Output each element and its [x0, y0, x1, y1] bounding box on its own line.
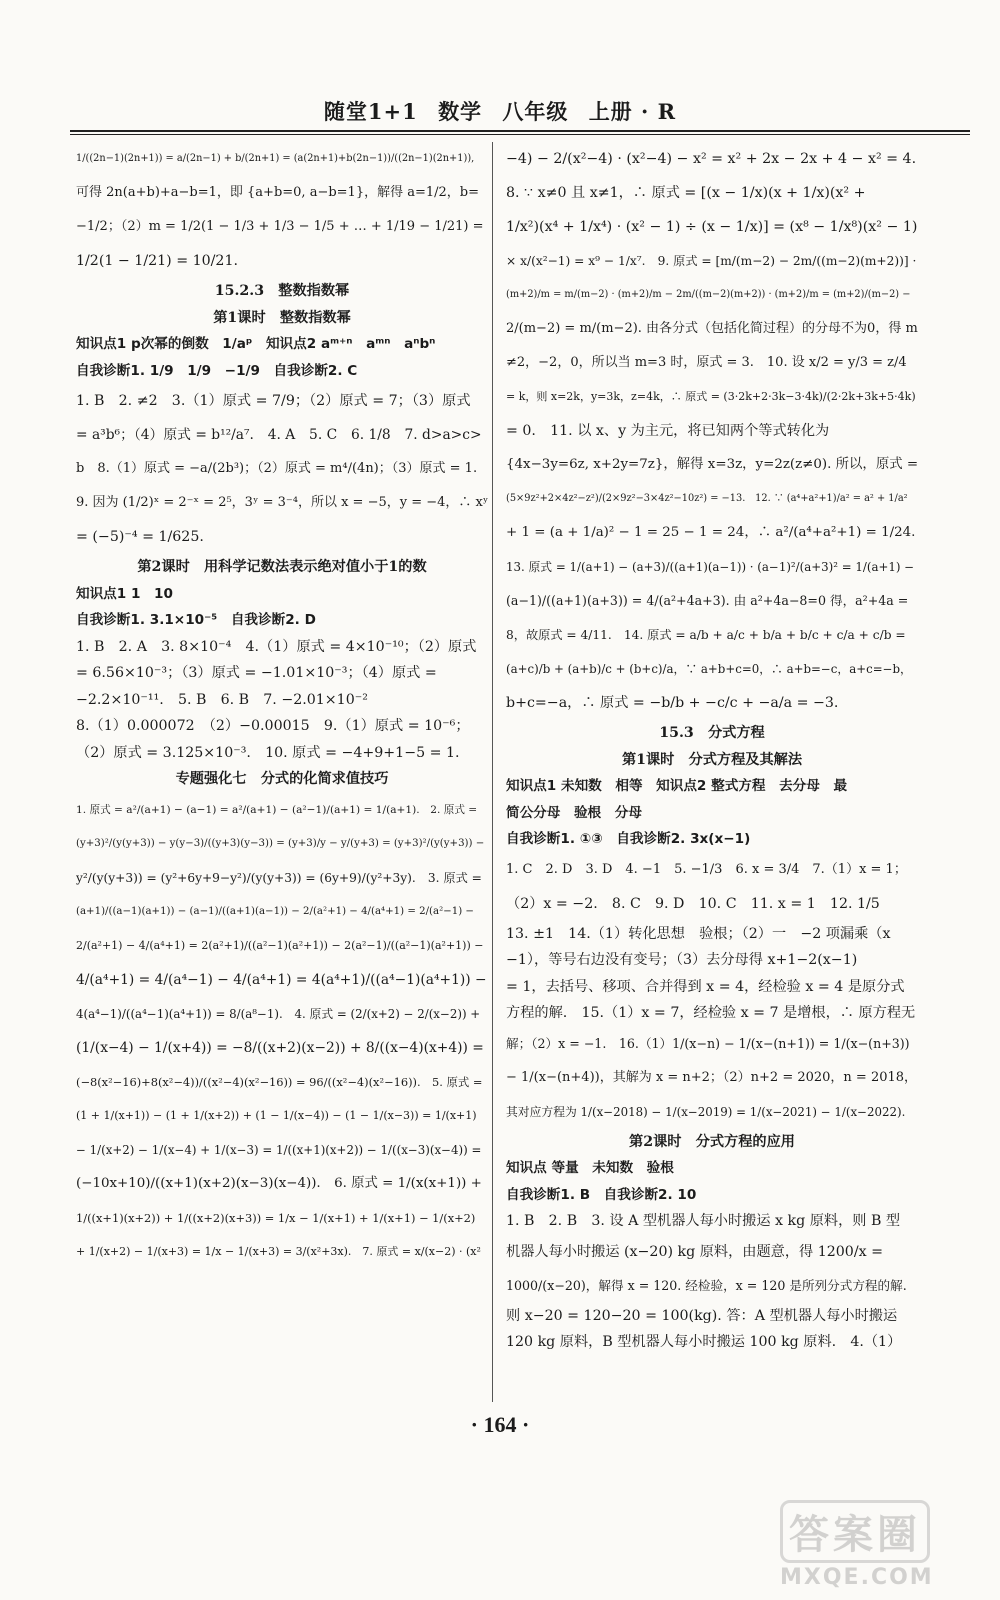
left-line: 自我诊断1. 3.1×10⁻⁵ 自我诊断2. D	[76, 612, 316, 628]
left-line: − 1/(x+2) − 1/(x−4) + 1/(x−3) = 1/((x+1)(x+2)) − 1/((x−3)(x−4)) =	[76, 1142, 482, 1157]
left-line: 知识点1 p次幂的倒数 1/aᵖ 知识点2 aᵐ⁺ⁿ aᵐⁿ aⁿbⁿ	[76, 336, 436, 352]
right-line: 方程的解. 15.（1）x = 7，经检验 x = 7 是增根，∴ 原方程无	[506, 1005, 916, 1021]
right-line: 机器人每小时搬运 (x−20) kg 原料，由题意，得 1200/x =	[506, 1243, 884, 1260]
right-line: {4x−3y=6z, x+2y=7z}，解得 x=3z，y=2z(z≠0). 所以，原式 =	[506, 457, 918, 472]
right-line: × x/(x²−1) = x⁹ − 1/x⁷. 9. 原式 = [m/(m−2) − 2m/((m−2)(m+2))] ·	[506, 254, 917, 268]
right-line: 1. B 2. B 3. 设 A 型机器人每小时搬运 x kg 原料，则 B 型	[506, 1213, 901, 1229]
left-line: = (−5)⁻⁴ = 1/625.	[76, 529, 204, 545]
right-line: 自我诊断1. B 自我诊断2. 10	[506, 1186, 697, 1203]
right-line: (a+c)/b + (a+b)/c + (b+c)/a，∵ a+b+c=0，∴ a+b=−c，a+c=−b，	[506, 662, 912, 676]
right-line: + 1 = (a + 1/a)² − 1 = 25 − 1 = 24，∴ a²/(a⁴+a²+1) = 1/24.	[506, 525, 916, 540]
right-line: = 1，去括号、移项、合并得到 x = 4，经检验 x = 4 是原分式	[506, 978, 905, 995]
right-line: 第2课时 分式方程的应用	[629, 1133, 795, 1150]
left-line: = a³b⁶；（4）原式 = b¹²/a⁷. 4. A 5. C 6. 1/8 7. d>a>c>	[76, 427, 482, 443]
left-line: −1/2；（2）m = 1/2(1 − 1/3 + 1/3 − 1/5 + … + 1/19 − 1/21) =	[76, 219, 484, 234]
right-line: 13. ±1 14.（1）转化思想 验根；（2）一 −2 项漏乘（x	[506, 925, 891, 942]
header-subject: 数学	[438, 99, 483, 124]
right-line: 1/x²)(x⁴ + 1/x⁴) · (x² − 1) ÷ (x − 1/x)] = (x⁸ − 1/x⁸)(x² − 1)	[506, 219, 918, 235]
right-line: 8，故原式 = 4/11. 14. 原式 = a/b + a/c + b/a + b/c + c/a + c/b =	[506, 628, 906, 642]
left-line: −2.2×10⁻¹¹. 5. B 6. B 7. −2.01×10⁻²	[76, 691, 368, 708]
right-column	[506, 142, 918, 1402]
column-divider	[492, 142, 493, 1402]
left-line: 第2课时 用科学记数法表示绝对值小于1的数	[137, 559, 427, 575]
right-line: (5×9z²+2×4z²−z²)/(2×9z²−3×4z²−10z²) = −13. 12. ∵ (a⁴+a²+1)/a² = a² + 1/a²	[506, 493, 908, 504]
left-line: 4(a⁴−1)/((a⁴−1)(a⁴+1)) = 8/(a⁸−1). 4. 原式 = (2/(x+2) − 2/(x−2)) +	[76, 1006, 481, 1021]
right-line: 120 kg 原料，B 型机器人每小时搬运 100 kg 原料. 4.（1）	[506, 1334, 902, 1350]
right-line: − 1/(x−(n+4))，其解为 x = n+2；（2）n+2 = 2020，n = 2018，	[506, 1069, 918, 1085]
left-line: + 1/(x+2) − 1/(x+3) = 1/x − 1/(x+3) = 3/(x²+3x). 7. 原式 = x/(x−2) · (x²	[76, 1244, 481, 1258]
right-line: 自我诊断1. ①③ 自我诊断2. 3x(x−1)	[506, 831, 751, 847]
right-line: 第1课时 分式方程及其解法	[621, 751, 803, 768]
right-line: 知识点 等量 未知数 验根	[506, 1160, 674, 1176]
left-line: (1 + 1/(x+1)) − (1 + 1/(x+2)) + (1 − 1/(x−4)) − (1 − 1/(x−3)) = 1/(x+1)	[76, 1108, 477, 1122]
right-line: 1000/(x−20)，解得 x = 120. 经检验，x = 120 是所列分式方程的解.	[506, 1277, 907, 1293]
right-line: ≠2，−2，0，所以当 m=3 时，原式 = 3. 10. 设 x/2 = y/3 = z/4	[506, 355, 907, 370]
left-line: 知识点1 1 10	[76, 585, 173, 602]
header-rule-thin	[70, 134, 970, 135]
left-line: 专题强化七 分式的化简求值技巧	[175, 771, 389, 787]
header-rule	[70, 130, 970, 132]
left-line: 1/((2n−1)(2n+1)) = a/(2n−1) + b/(2n+1) = (a(2n+1)+b(2n−1))/((2n−1)(2n+1)),	[76, 153, 475, 164]
header-volume: 上册 · R	[588, 99, 677, 124]
page-number: · 164 ·	[470, 1412, 530, 1437]
right-line: 8. ∵ x≠0 且 x≠1，∴ 原式 = [(x − 1/x)(x + 1/x)(x² +	[506, 185, 866, 201]
header-book: 随堂1+1	[323, 99, 418, 124]
right-line: 1. C 2. D 3. D 4. −1 5. −1/3 6. x = 3/4 7.（1）x = 1；	[506, 861, 907, 877]
right-line: （2）x = −2. 8. C 9. D 10. C 11. x = 1 12. 1/5	[506, 895, 880, 912]
left-line: 自我诊断1. 1/9 1/9 −1/9 自我诊断2. C	[76, 362, 358, 379]
right-line: (a−1)/((a+1)(a+3)) = 4/(a²+4a+3). 由 a²+4a−8=0 得，a²+4a =	[506, 593, 909, 608]
right-line: 则 x−20 = 120−20 = 100(kg). 答：A 型机器人每小时搬运	[506, 1307, 898, 1324]
right-line: (m+2)/m = m/(m−2) · (m+2)/m − 2m/((m−2)(m+2)) · (m+2)/m = (m+2)/(m−2) −	[506, 289, 911, 300]
right-line: 知识点1 未知数 相等 知识点2 整式方程 去分母 最	[506, 778, 848, 794]
right-line: 其对应方程为 1/(x−2018) − 1/(x−2019) = 1/(x−2021) − 1/(x−2022).	[506, 1104, 906, 1119]
right-line: 13. 原式 = 1/(a+1) − (a+3)/((a+1)(a−1)) · (a−1)²/(a+3)² = 1/(a+1) −	[506, 560, 915, 574]
right-line: −4) − 2/(x²−4) · (x²−4) − x² = x² + 2x − 2x + 4 − x² = 4.	[506, 151, 917, 167]
left-line: 1/2(1 − 1/21) = 10/21.	[76, 253, 238, 269]
left-line: (−8(x²−16)+8(x²−4))/((x²−4)(x²−16)) = 96/((x²−4)(x²−16)). 5. 原式 =	[76, 1074, 483, 1089]
left-line: (y+3)²/(y(y+3)) − y(y−3)/((y+3)(y−3)) = (y+3)/y − y/(y+3) = (y+3)²/(y(y+3)) −	[76, 837, 485, 849]
right-line: 2/(m−2) = m/(m−2). 由各分式（包括化简过程）的分母不为0，得 m	[506, 321, 918, 336]
left-line: 4/(a⁴+1) = 4/(a⁴−1) − 4/(a⁴+1) = 4(a⁴+1)/((a⁴−1)(a⁴+1)) −	[76, 971, 487, 988]
left-line: 1. B 2. A 3. 8×10⁻⁴ 4.（1）原式 = 4×10⁻¹⁰；（2）原式	[76, 638, 477, 655]
left-column	[76, 142, 488, 1402]
right-line: 简公分母 验根 分母	[506, 804, 642, 821]
left-line: 1/((x+1)(x+2)) + 1/((x+2)(x+3)) = 1/x − 1/(x+1) + 1/(x+1) − 1/(x+2)	[76, 1210, 476, 1225]
left-line: (−10x+10)/((x+1)(x+2)(x−3)(x−4)). 6. 原式 = 1/(x(x+1)) +	[76, 1175, 482, 1191]
watermark-en: MXQE.COM	[780, 1565, 934, 1590]
left-line: 第1课时 整数指数幂	[213, 309, 351, 326]
left-line: 8.（1）0.000072 （2）−0.00015 9.（1）原式 = 10⁻⁶；	[76, 718, 470, 734]
watermark-logo	[780, 1500, 990, 1590]
left-line: 1. 原式 = a²/(a+1) − (a−1) = a²/(a+1) − (a²−1)/(a+1) = 1/(a+1). 2. 原式 =	[76, 803, 478, 816]
left-line: (1/(x−4) − 1/(x+4)) = −8/((x+2)(x−2)) + 8/((x−4)(x+4)) =	[76, 1039, 484, 1056]
right-line: 解；（2）x = −1. 16.（1）1/(x−n) − 1/(x−(n+1)) = 1/(x−(n+3))	[506, 1035, 910, 1051]
right-line: 15.3 分式方程	[659, 725, 765, 741]
right-line: = 0. 11. 以 x、y 为主元，将已知两个等式转化为	[506, 423, 830, 439]
right-line: b+c=−a，∴ 原式 = −b/b + −c/c + −a/a = −3.	[506, 695, 839, 711]
watermark-cn: 答案圈	[780, 1500, 930, 1563]
left-line: = 6.56×10⁻³；（3）原式 = −1.01×10⁻³；（4）原式 =	[76, 665, 437, 681]
left-line: 可得 2n(a+b)+a−b=1，即 {a+b=0, a−b=1}，解得 a=1/2，b=	[76, 185, 480, 200]
left-line: y²/(y(y+3)) = (y²+6y+9−y²)/(y(y+3)) = (6y+9)/(y²+3y). 3. 原式 =	[76, 870, 482, 885]
left-line: b 8.（1）原式 = −a/(2b³)；（2）原式 = m⁴/(4n)；（3）原式 = 1.	[76, 461, 478, 476]
right-line: = k，则 x=2k，y=3k，z=4k，∴ 原式 = (3·2k+2·3k−3·4k)/(2·2k+3k+5·4k)	[506, 390, 916, 403]
left-line: 15.2.3 整数指数幂	[214, 283, 350, 299]
running-header	[0, 96, 1000, 126]
left-line: (a+1)/((a−1)(a+1)) − (a−1)/((a+1)(a−1)) − 2/(a²+1) − 4/(a⁴+1) = 2/(a²−1) −	[76, 905, 474, 917]
left-line: 1. B 2. ≠2 3.（1）原式 = 7/9；（2）原式 = 7；（3）原式	[76, 393, 471, 409]
left-line: 2/(a²+1) − 4/(a⁴+1) = 2(a²+1)/((a²−1)(a²+1)) − 2(a²−1)/((a²−1)(a²+1)) −	[76, 938, 484, 952]
left-line: （2）原式 = 3.125×10⁻³. 10. 原式 = −4+9+1−5 = 1.	[76, 744, 460, 761]
header-grade: 八年级	[502, 99, 569, 124]
left-line: 9. 因为 (1/2)ˣ = 2⁻ˣ = 2⁵，3ʸ = 3⁻⁴，所以 x = −5，y = −4，∴ xʸ	[76, 495, 488, 510]
right-line: −1），等号右边没有变号；（3）去分母得 x+1−2(x−1)	[506, 952, 858, 968]
